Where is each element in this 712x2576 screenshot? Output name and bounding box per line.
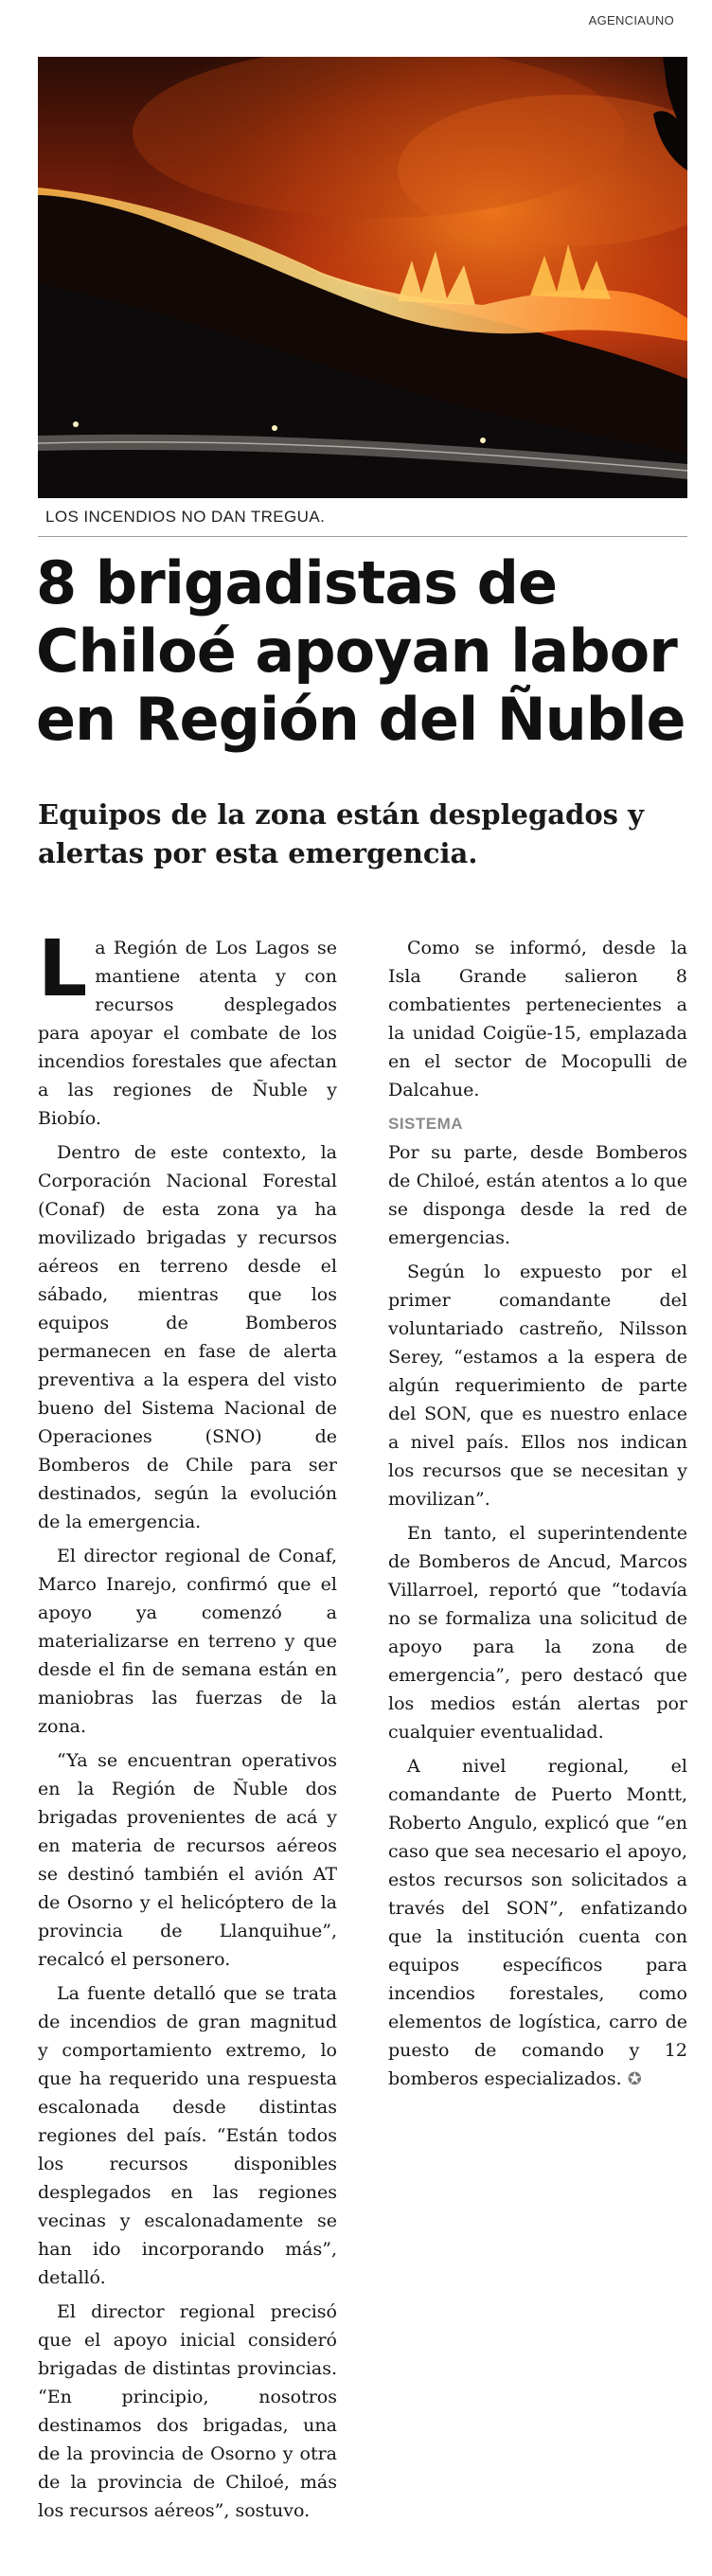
caption-divider bbox=[38, 536, 687, 537]
article-column-right bbox=[388, 934, 687, 2100]
forest-fire-photo bbox=[38, 57, 687, 498]
paragraph-7: Como se informó, desde la Isla Grande salieron 8 combatientes pertenecientes a la unidad Coigüe-15, emplazada en el sector de Mocopulli de Dalcahue. bbox=[388, 938, 687, 1100]
paragraph-1 bbox=[38, 924, 337, 1133]
photo-caption: LOS INCENDIOS NO DAN TREGUA. bbox=[45, 508, 326, 526]
photo-credit: AGENCIAUNO bbox=[588, 13, 674, 27]
paragraph-11-text: A nivel regional, el comandante de Puerto Montt, Roberto Angulo, explicó que “en caso que sea necesario el apoyo, estos recursos son solicitados a través del SON”, enfatizando que la institución cuenta con equipos específicos para incendios forestales, como elementos de logística, carro de puesto de comando y 12 bomberos especializados. bbox=[388, 1756, 687, 2089]
paragraph-5: La fuente detalló que se trata de incendios de gran magnitud y comportamiento extremo, lo que ha requerido una respuesta escalonada desde distintas regiones del país. “Están todos los recursos disponibles desplegados en las regiones vecinas y escalonadamente se han ido incorporando más”, detalló. bbox=[38, 1983, 337, 2288]
paragraph-6: El director regional precisó que el apoyo inicial consideró brigadas de distintas provincias. “En principio, nosotros destinamos dos brigadas, una de la provincia de Osorno y otra de la provincia de Chiloé, más los recursos aéreos”, sostuvo. bbox=[38, 2301, 337, 2521]
paragraph-2: Dentro de este contexto, la Corporación Nacional Forestal (Conaf) de esta zona ya ha movilizado brigadas y recursos aéreos en terreno desde el sábado, mientras que los equipos de Bomberos permanecen en fase de alerta preventiva a la espera del visto bueno del Sistema Nacional de Operaciones (SNO) de Bomberos de Chile para ser destinados, según la evolución de la emergencia. bbox=[38, 1142, 337, 1532]
paragraph-1-text: a Región de Los Lagos se mantiene atenta y con recursos desplegados para apoyar el combate de los incendios forestales que afectan a las regiones de Ñuble y Biobío. bbox=[38, 938, 337, 1129]
section-subhead: SISTEMA bbox=[388, 1115, 464, 1133]
paragraph-11 bbox=[388, 1752, 687, 2094]
end-mark-icon: ✪ bbox=[627, 2069, 642, 2089]
paragraph-3: El director regional de Conaf, Marco Inarejo, confirmó que el apoyo ya comenzó a materializarse en terreno y que desde el fin de semana están en maniobras las fuerzas de la zona. bbox=[38, 1546, 337, 1737]
headline: 8 brigadistas de Chiloé apoyan labor en Región del Ñuble bbox=[36, 548, 685, 754]
fire-illustration bbox=[38, 57, 687, 498]
article-column-left bbox=[38, 924, 337, 2531]
drop-cap: L bbox=[38, 924, 88, 1014]
paragraph-8: Por su parte, desde Bomberos de Chiloé, están atentos a lo que se disponga desde la red de emergencias. bbox=[388, 1142, 687, 1248]
paragraph-4: “Ya se encuentran operativos en la Región de Ñuble dos brigadas provenientes de acá y en materia de recursos aéreos se destinó también el avión AT de Osorno y el helicóptero de la provincia de Llanquihue”, recalcó el personero. bbox=[38, 1750, 337, 1970]
paragraph-9: Según lo expuesto por el primer comandante del voluntariado castreño, Nilsson Serey, “estamos a la espera de algún requerimiento de parte del SON, que es nuestro enlace a nivel país. Ellos nos indican los recursos que se necesitan y movilizan”. bbox=[388, 1261, 687, 1510]
paragraph-10: En tanto, el superintendente de Bomberos de Ancud, Marcos Villarroel, reportó que “todavía no se formaliza una solicitud de apoyo para la zona de emergencia”, pero destacó que los medios están alertas por cualquier eventualidad. bbox=[388, 1523, 687, 1743]
subheadline: Equipos de la zona están desplegados y alertas por esta emergencia. bbox=[38, 798, 644, 869]
